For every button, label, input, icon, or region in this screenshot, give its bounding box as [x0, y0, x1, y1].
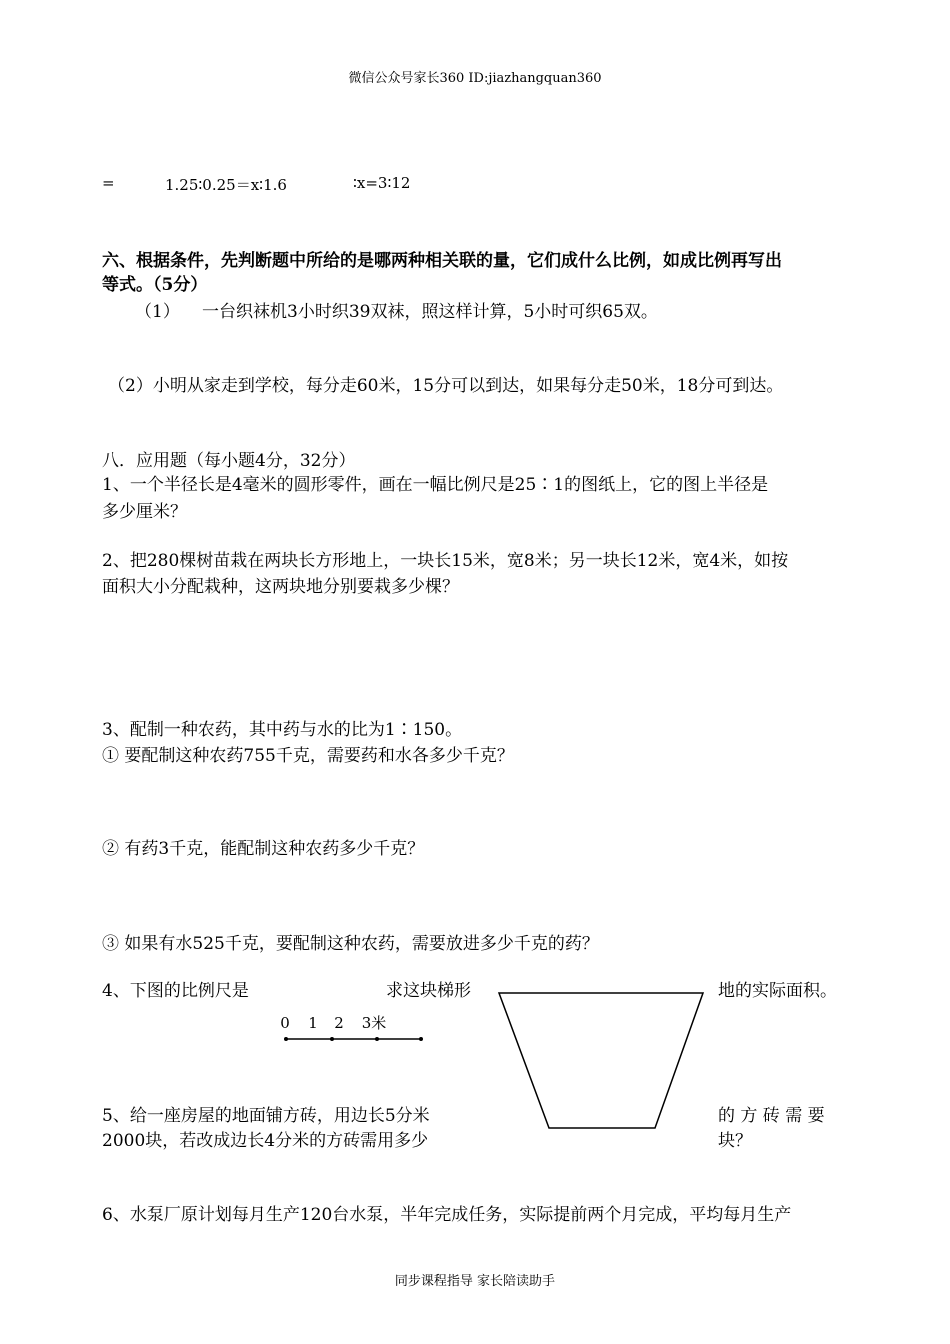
section-6-q1-number: （1）: [135, 302, 180, 322]
problem-3-question-2: ② 有药3千克，能配制这种农药多少千克？: [102, 839, 425, 859]
scale-label-3: 3米: [361, 1014, 387, 1032]
scale-tick-0: [284, 1037, 288, 1041]
section-8-title: 八．应用题（每小题4分，32分）: [102, 451, 356, 471]
scale-label-0: 0: [280, 1014, 290, 1032]
section-6-title: 六、根据条件，先判断题中所给的是哪两种相关联的量，它们成什么比例，如成比例再写出: [102, 251, 782, 271]
problem-4-text-1: 4、下图的比例尺是: [102, 981, 249, 1001]
equation-equals: =: [102, 174, 115, 192]
scale-tick-2: [375, 1037, 379, 1041]
section-6-q2: （2）小明从家走到学校，每分走60米，15分可以到达，如果每分走50米，18分可到达。: [108, 376, 784, 396]
problem-5-line-2-cont: 块？: [718, 1131, 752, 1151]
section-6-q1: 一台织袜机3小时织39双袜，照这样计算，5小时可织65双。: [202, 302, 658, 322]
trapezoid-figure: [490, 985, 710, 1135]
problem-3-question-1: ① 要配制这种农药755千克，需要药和水各多少千克？: [102, 746, 514, 766]
equation-part-1: 1.25∶0.25＝x∶1.6: [165, 176, 287, 194]
problem-2-line-2: 面积大小分配栽种，这两块地分别要栽多少棵？: [102, 577, 459, 597]
section-6-title-cont: 等式。（5分）: [102, 275, 208, 295]
scale-label-1: 1: [308, 1014, 318, 1032]
problem-4-text-2: 求这块梯形: [386, 981, 471, 1001]
problem-4-text-3: 地的实际面积。: [718, 981, 837, 1001]
problem-1-line-2: 多少厘米？: [102, 502, 187, 522]
trapezoid-shape: [499, 993, 703, 1128]
equation-part-2: ∶x=3∶12: [353, 174, 411, 192]
problem-6-line-1: 6、水泵厂原计划每月生产120台水泵，半年完成任务，实际提前两个月完成，平均每月生产: [102, 1205, 792, 1225]
scale-bar: [270, 1010, 440, 1050]
problem-1-line-1: 1、一个半径长是4毫米的圆形零件，画在一幅比例尺是25∶1的图纸上，它的图上半径是: [102, 475, 769, 495]
problem-5-line-1: 5、给一座房屋的地面铺方砖，用边长5分米: [102, 1106, 430, 1126]
scale-tick-3: [419, 1037, 423, 1041]
scale-tick-1: [330, 1037, 334, 1041]
problem-3-intro: 3、配制一种农药，其中药与水的比为1∶150。: [102, 720, 463, 740]
problem-2-line-1: 2、把280棵树苗栽在两块长方形地上，一块长15米，宽8米；另一块长12米，宽4米，如按: [102, 551, 789, 571]
problem-5-line-2: 2000块，若改成边长4分米的方砖需用多少: [102, 1131, 429, 1151]
scale-label-2: 2: [334, 1014, 344, 1032]
problem-3-question-3: ③ 如果有水525千克，要配制这种农药，需要放进多少千克的药？: [102, 934, 599, 954]
problem-5-line-1-cont: 的 方 砖 需 要: [718, 1106, 825, 1126]
page-header: 微信公众号家长360 ID:jiazhangquan360: [348, 71, 602, 86]
page-footer: 同步课程指导 家长陪读助手: [394, 1274, 556, 1289]
